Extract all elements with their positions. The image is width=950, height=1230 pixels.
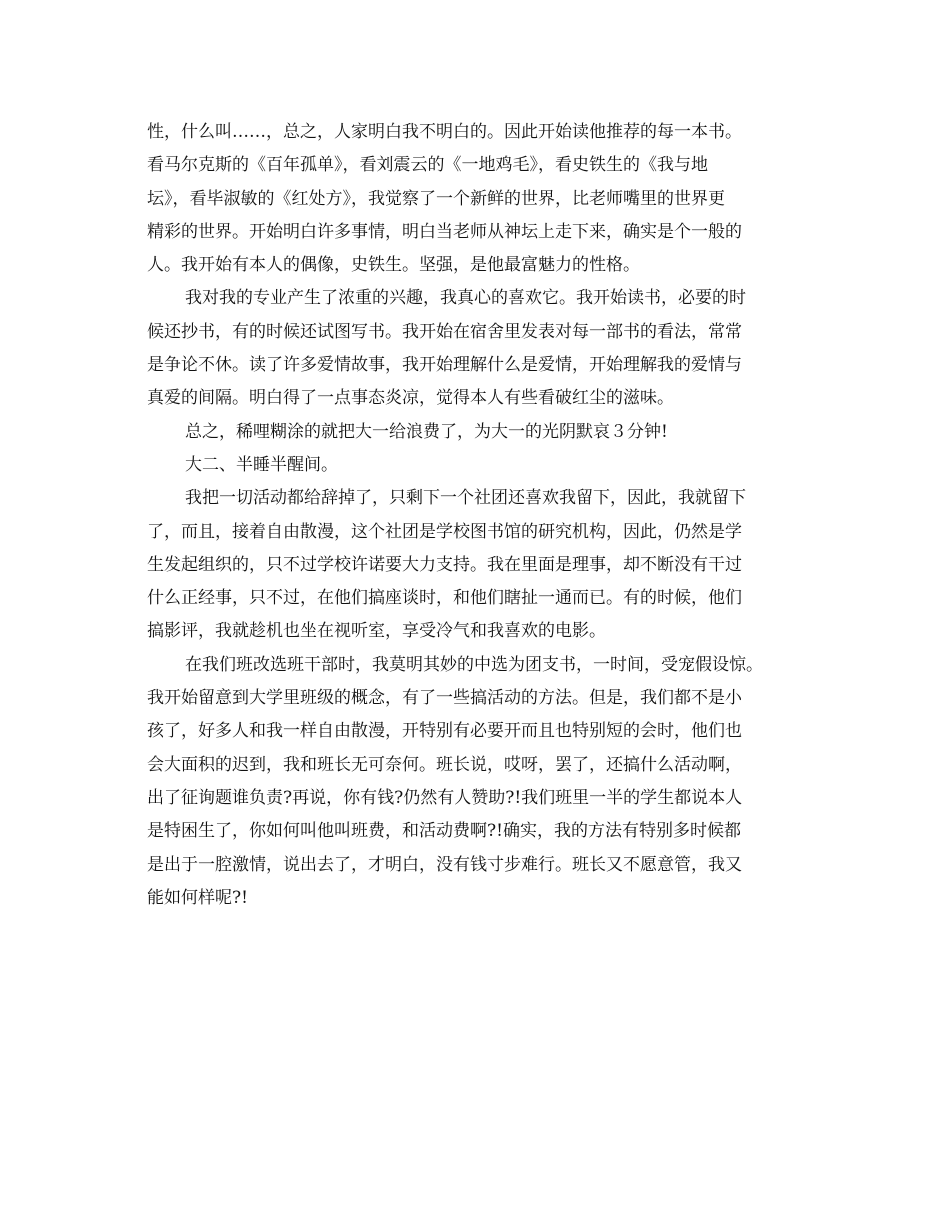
paragraph-continuation bbox=[147, 116, 812, 282]
text-line: 我把一切活动都给辞掉了，只剩下一个社团还喜欢我留下，因此，我就留下 bbox=[185, 488, 746, 509]
text-line: 会大面积的迟到，我和班长无可奈何。班长说，哎呀，罢了，还搞什么活动啊， bbox=[147, 754, 742, 775]
text-line: 真爱的间隔。明白得了一点事态炎凉，觉得本人有些看破红尘的滋味。 bbox=[147, 388, 674, 409]
paragraph-class-cadre bbox=[147, 649, 812, 915]
section-heading bbox=[147, 449, 812, 482]
text-line: 看马尔克斯的《百年孤单》，看刘震云的《一地鸡毛》，看史铁生的《我与地 bbox=[147, 155, 708, 176]
text-line: 大二、半睡半醒间。 bbox=[185, 454, 338, 475]
text-line: 候还抄书，有的时候还试图写书。我开始在宿舍里发表对每一部书的看法，常常 bbox=[147, 321, 742, 342]
text-line: 我对我的专业产生了浓重的兴趣，我真心的喜欢它。我开始读书，必要的时 bbox=[185, 288, 746, 309]
text-line: 出了征询题谁负责?再说，你有钱?仍然有人赞助?!我们班里一半的学生都说本人 bbox=[147, 787, 743, 808]
text-line: 搞影评，我就趁机也坐在视听室，享受冷气和我喜欢的电影。 bbox=[147, 621, 606, 642]
text-line: 在我们班改选班干部时，我莫明其妙的中选为团支书，一时间，受宠假设惊。 bbox=[185, 654, 763, 675]
text-line: 是争论不休。读了许多爱情故事，我开始理解什么是爱情，开始理解我的爱情与 bbox=[147, 355, 742, 376]
document-body bbox=[147, 116, 812, 915]
text-line: 性，什么叫……，总之，人家明白我不明白的。因此开始读他推荐的每一本书。 bbox=[147, 122, 742, 142]
paragraph-club bbox=[147, 482, 812, 648]
text-line: 坛》，看毕淑敏的《红处方》，我觉察了一个新鲜的世界，比老师嘴里的世界更 bbox=[147, 188, 725, 209]
text-line: 什么正经事，只不过，在他们搞座谈时，和他们瞎扯一通而已。有的时候，他们 bbox=[147, 588, 742, 609]
text-line: 孩了，好多人和我一样自由散漫，开特别有必要开而且也特别短的会时，他们也 bbox=[147, 721, 742, 742]
text-line: 总之，稀哩糊涂的就把大一给浪费了，为大一的光阴默哀３分钟! bbox=[185, 421, 668, 442]
text-line: 我开始留意到大学里班级的概念，有了一些搞活动的方法。但是，我们都不是小 bbox=[147, 688, 742, 709]
text-line: 是出于一腔激情，说出去了，才明白，没有钱寸步难行。班长又不愿意管，我又 bbox=[147, 854, 742, 875]
text-line: 生发起组织的，只不过学校许诺要大力支持。我在里面是理事，却不断没有干过 bbox=[147, 554, 742, 575]
text-line: 人。我开始有本人的偶像，史铁生。坚强，是他最富魅力的性格。 bbox=[147, 255, 640, 276]
text-line: 了，而且，接着自由散漫，这个社团是学校图书馆的研究机构，因此，仍然是学 bbox=[147, 521, 742, 542]
paragraph-summary bbox=[147, 416, 812, 449]
text-line: 是特困生了，你如何叫他叫班费，和活动费啊?!确实，我的方法有特别多时候都 bbox=[147, 821, 741, 842]
text-line: 精彩的世界。开始明白许多事情，明白当老师从神坛上走下来，确实是个一般的 bbox=[147, 221, 742, 242]
paragraph-major-interest bbox=[147, 282, 812, 415]
text-line: 能如何样呢?! bbox=[147, 887, 248, 908]
